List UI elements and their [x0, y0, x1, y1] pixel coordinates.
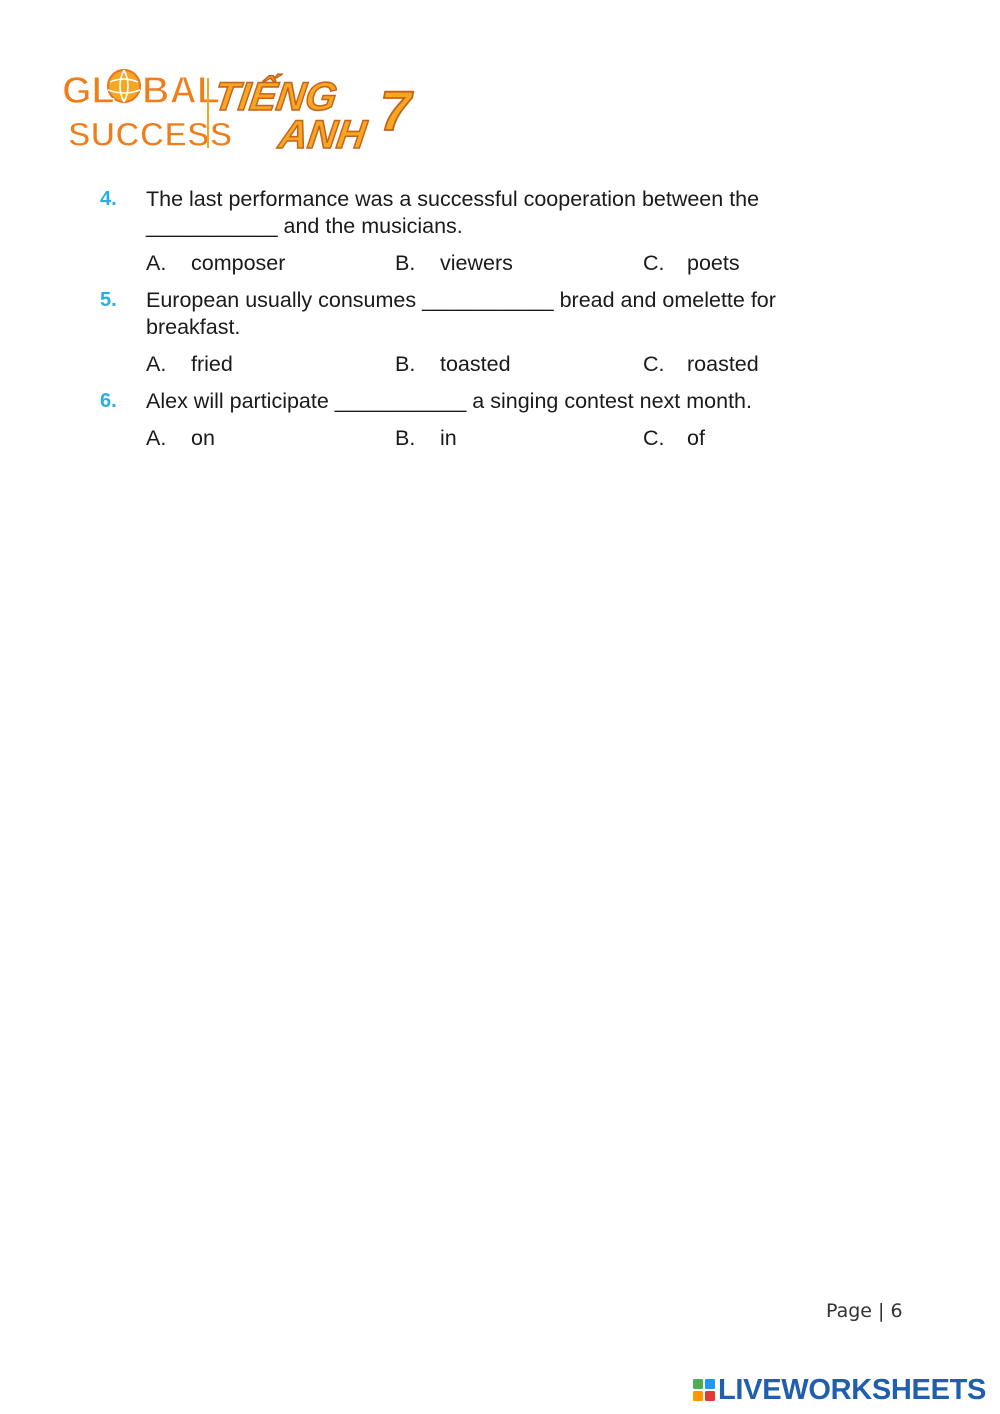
liveworksheets-text: LIVEWORKSHEETS	[718, 1373, 987, 1406]
option-text: poets	[687, 251, 740, 275]
option-text: in	[440, 426, 457, 450]
option-text: composer	[191, 251, 286, 275]
option-text: roasted	[687, 352, 759, 376]
option-b[interactable]	[395, 425, 643, 452]
logo-success-text: SUCCESS	[68, 116, 233, 154]
option-letter: B.	[395, 352, 416, 376]
option-text: fried	[191, 352, 233, 376]
option-letter: A.	[146, 251, 167, 275]
option-a[interactable]	[146, 250, 395, 277]
answer-options	[146, 425, 860, 452]
option-letter: B.	[395, 251, 416, 275]
question-stem	[100, 287, 860, 341]
question-number: 5.	[100, 289, 117, 311]
question-text: Alex will participate ___________ a singing contest next month.	[146, 389, 752, 413]
question-text: European usually consumes ___________ bread and omelette for breakfast.	[146, 288, 776, 339]
option-text: viewers	[440, 251, 513, 275]
logo-tieng-text: TIẾNG	[211, 74, 340, 119]
option-c[interactable]	[643, 250, 843, 277]
logo-grade-text: 7	[380, 79, 412, 142]
question-stem	[100, 186, 860, 240]
liveworksheets-brand[interactable]	[693, 1374, 986, 1406]
page-number: Page | 6	[826, 1300, 903, 1322]
option-letter: A.	[146, 426, 167, 450]
option-letter: C.	[643, 251, 665, 275]
option-letter: B.	[395, 426, 416, 450]
logo-global-text: GL	[62, 70, 115, 112]
answer-options	[146, 351, 860, 378]
question-number: 6.	[100, 390, 117, 412]
question-6	[100, 388, 860, 452]
question-number: 4.	[100, 188, 117, 210]
question-5	[100, 287, 860, 378]
question-list	[100, 186, 860, 462]
answer-options	[146, 250, 860, 277]
option-c[interactable]	[643, 351, 843, 378]
option-b[interactable]	[395, 351, 643, 378]
option-text: of	[687, 426, 705, 450]
option-b[interactable]	[395, 250, 643, 277]
liveworksheets-logo-icon	[693, 1379, 715, 1401]
question-text: The last performance was a successful cooperation between the ___________ and the musicians.	[146, 187, 760, 238]
option-letter: A.	[146, 352, 167, 376]
option-c[interactable]	[643, 425, 843, 452]
global-success-tieng-anh-7-logo	[58, 58, 438, 158]
question-stem	[100, 388, 860, 415]
option-letter: C.	[643, 352, 665, 376]
question-4	[100, 186, 860, 277]
option-text: toasted	[440, 352, 511, 376]
option-a[interactable]	[146, 351, 395, 378]
option-a[interactable]	[146, 425, 395, 452]
svg-text:BAL: BAL	[142, 70, 221, 112]
option-letter: C.	[643, 426, 665, 450]
option-text: on	[191, 426, 215, 450]
logo-anh-text: ANH	[276, 112, 370, 157]
